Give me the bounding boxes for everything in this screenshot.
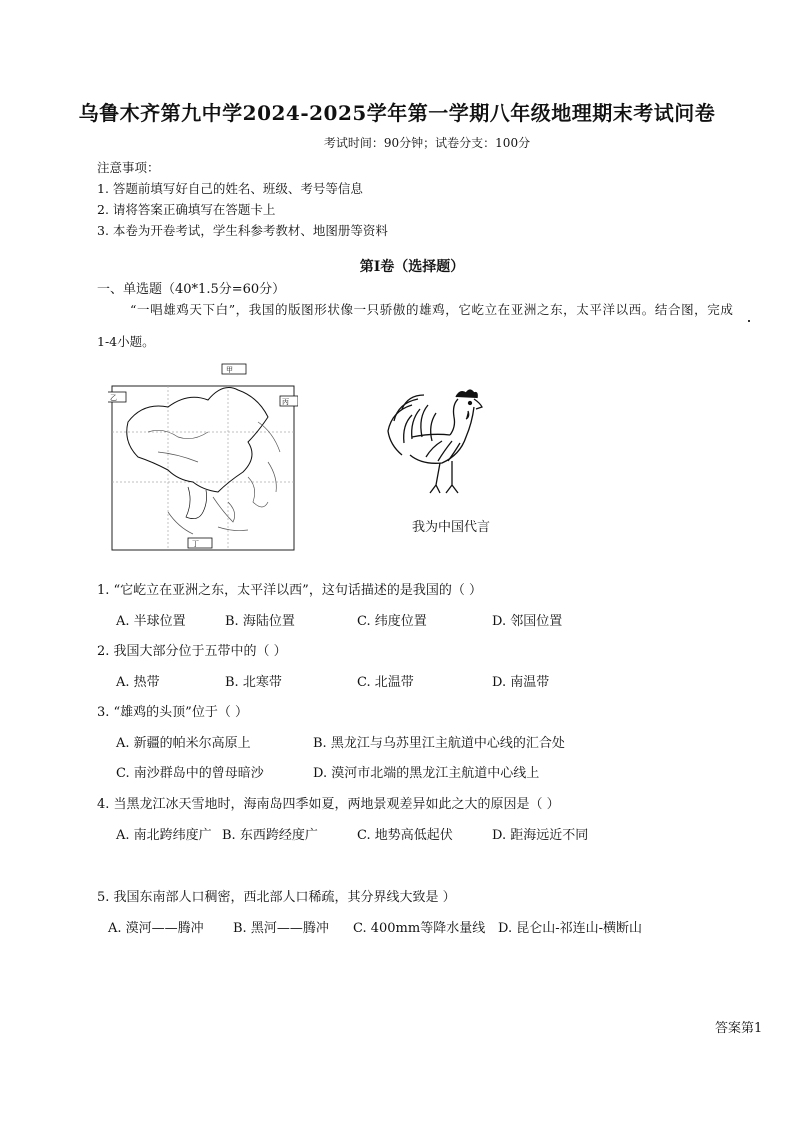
exam-title: 乌鲁木齐第九中学2024-2025学年第一学期八年级地理期末考试问卷 [78, 101, 716, 125]
option-d: D. 邻国位置 [492, 614, 563, 629]
option-c: C. 南沙群岛中的曾母暗沙 [116, 766, 264, 781]
intro-line-1: “一唱雄鸡天下白”，我国的版图形状像一只骄傲的雄鸡，它屹立在亚洲之东，太平洋以西。结合图，完成 [130, 302, 734, 317]
china-map-figure [108, 362, 298, 554]
intro-line-2: 1-4小题。 [97, 334, 155, 349]
notes-item: 3. 本卷为开卷考试，学生科参考教材、地图册等资料 [97, 223, 388, 238]
notes-item: 1. 答题前填写好自己的姓名、班级、考号等信息 [97, 181, 363, 196]
figure-caption: 我为中国代言 [412, 520, 491, 535]
option-a: A. 半球位置 [116, 614, 186, 629]
question-stem: 5. 我国东南部人口稠密，西北部人口稀疏，其分界线大致是 ） [97, 890, 456, 905]
question-stem: 2. 我国大部分位于五带中的（ ） [97, 644, 287, 659]
option-c: C. 地势高低起伏 [357, 828, 453, 843]
option-b: B. 黑河——腾冲 [233, 921, 329, 936]
option-b: B. 海陆位置 [225, 614, 295, 629]
rooster-icon [382, 385, 492, 505]
option-d: D. 南温带 [492, 675, 550, 690]
question-stem: 4. 当黑龙江冰天雪地时，海南岛四季如夏，两地景观差异如此之大的原因是（ ） [97, 797, 560, 812]
question-stem: 1. “它屹立在亚洲之东，太平洋以西”，这句话描述的是我国的（ ） [97, 583, 482, 598]
option-d: D. 昆仑山-祁连山-横断山 [498, 921, 643, 936]
notes-item: 2. 请将答案正确填写在答题卡上 [97, 202, 276, 217]
option-b: B. 北寒带 [225, 675, 282, 690]
option-a: A. 新疆的帕米尔高原上 [116, 736, 251, 751]
option-a: A. 漠河——腾冲 [108, 921, 204, 936]
exam-subtitle: 考试时间：90分钟；试卷分支：100分 [323, 136, 531, 150]
notes-block [97, 157, 388, 241]
option-b: B. 东西跨经度广 [222, 828, 318, 843]
option-b: B. 黑龙江与乌苏里江主航道中心线的汇合处 [313, 736, 565, 751]
notes-heading: 注意事项： [97, 160, 160, 175]
option-c: C. 400mm等降水量线 [353, 921, 486, 936]
option-d: D. 距海远近不同 [492, 828, 589, 843]
map-label: 乙 [110, 394, 117, 402]
stray-mark [748, 320, 750, 322]
question-stem: 3. “雄鸡的头顶”位于（ ） [97, 705, 248, 720]
option-c: C. 北温带 [357, 675, 414, 690]
option-c: C. 纬度位置 [357, 614, 427, 629]
page-footer: 答案第1 [715, 1021, 763, 1036]
map-label: 丁 [192, 540, 199, 548]
section-title: 第Ⅰ卷（选择题） [359, 259, 465, 275]
option-a: A. 热带 [116, 675, 160, 690]
map-label: 丙 [282, 398, 289, 406]
option-d: D. 漠河市北端的黑龙江主航道中心线上 [313, 766, 540, 781]
option-a: A. 南北跨纬度广 [116, 828, 212, 843]
part-title: 一、单选题（40*1.5分=60分） [97, 282, 286, 297]
map-label: 甲 [226, 366, 233, 374]
